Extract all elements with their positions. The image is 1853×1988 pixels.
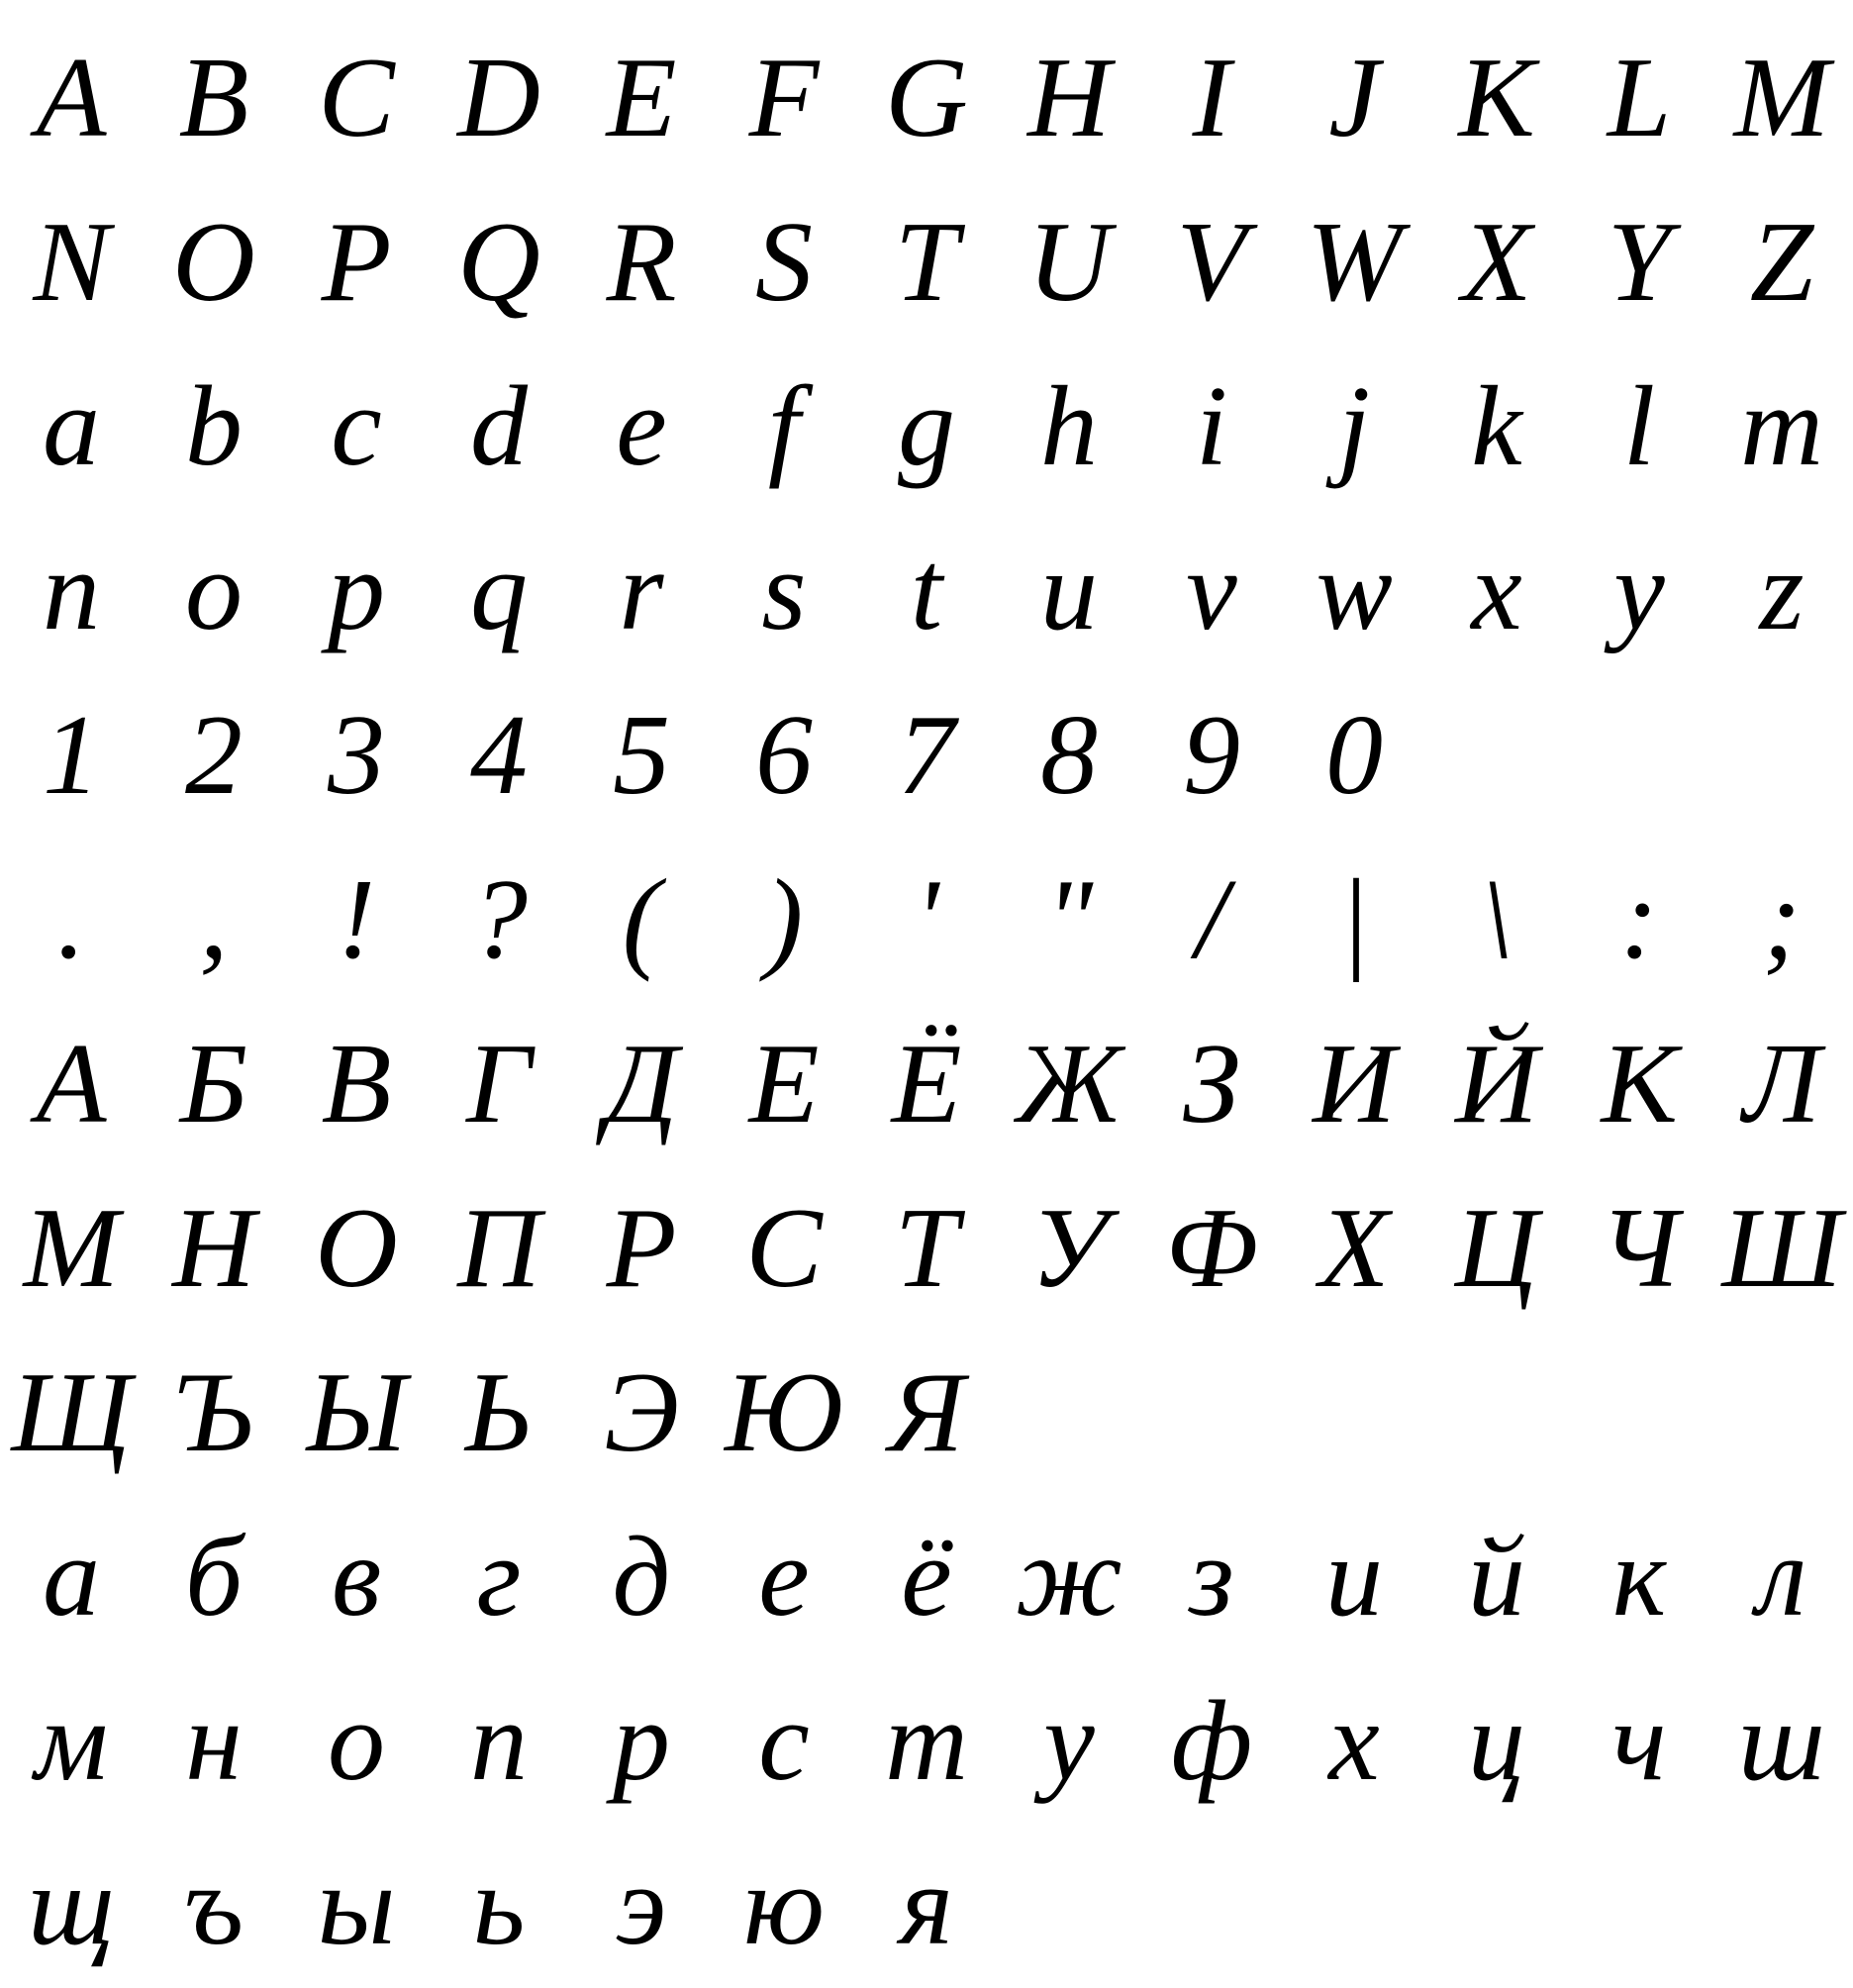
glyph: q	[470, 528, 528, 654]
glyph: ?	[470, 856, 528, 983]
glyph: А	[36, 1021, 107, 1147]
glyph: ;	[1762, 856, 1802, 983]
glyph: ф	[1170, 1678, 1253, 1805]
glyph: у	[1043, 1678, 1095, 1805]
glyph: Б	[179, 1021, 248, 1147]
glyph: а	[43, 1514, 100, 1640]
glyph: ц	[1468, 1678, 1525, 1805]
glyph: Я	[888, 1349, 965, 1476]
glyph: X	[1461, 199, 1532, 326]
glyph: G	[885, 35, 968, 161]
glyph: z	[1759, 528, 1804, 654]
glyph: w	[1316, 528, 1393, 654]
glyph: j	[1337, 363, 1371, 490]
glyph: (	[622, 856, 661, 983]
glyph: O	[172, 199, 255, 326]
glyph-row-latin-uppercase-n-z	[0, 180, 1853, 345]
glyph: )	[764, 856, 804, 983]
glyph: y	[1613, 528, 1665, 654]
glyph: 4	[470, 692, 528, 819]
glyph: u	[1040, 528, 1098, 654]
glyph: F	[748, 35, 820, 161]
glyph: 2	[185, 692, 243, 819]
glyph: Ж	[1016, 1021, 1122, 1147]
glyph: b	[185, 363, 243, 490]
glyph: N	[33, 199, 110, 326]
glyph: I	[1192, 35, 1231, 161]
glyph: "	[1044, 856, 1094, 983]
glyph: Н	[172, 1185, 255, 1312]
glyph: 6	[755, 692, 813, 819]
glyph: И	[1313, 1021, 1396, 1147]
glyph: и	[1325, 1514, 1383, 1640]
glyph-row-punctuation	[0, 838, 1853, 1002]
glyph: 7	[898, 692, 955, 819]
glyph: c	[331, 363, 382, 490]
glyph: м	[34, 1678, 109, 1805]
glyph: k	[1471, 363, 1522, 490]
glyph: ё	[901, 1514, 952, 1640]
glyph: р	[613, 1678, 670, 1805]
glyph: v	[1186, 528, 1237, 654]
glyph: l	[1622, 363, 1656, 490]
glyph: Р	[606, 1185, 677, 1312]
glyph: 0	[1325, 692, 1383, 819]
glyph: Ч	[1600, 1185, 1679, 1312]
glyph-row-cyrillic-uppercase-a-el	[0, 1002, 1853, 1166]
glyph: 5	[613, 692, 670, 819]
glyph: i	[1195, 363, 1228, 490]
glyph: П	[457, 1185, 540, 1312]
glyph: g	[898, 363, 955, 490]
glyph: Ь	[464, 1349, 534, 1476]
glyph: ь	[472, 1842, 526, 1969]
glyph: a	[43, 363, 100, 490]
glyph: e	[616, 363, 667, 490]
glyph: x	[1471, 528, 1522, 654]
glyph: W	[1306, 199, 1403, 326]
glyph: '	[914, 856, 939, 983]
glyph-row-latin-uppercase-a-m	[0, 16, 1853, 180]
glyph-row-digits	[0, 673, 1853, 838]
glyph: P	[321, 199, 392, 326]
glyph: К	[1601, 1021, 1678, 1147]
glyph: d	[470, 363, 528, 490]
glyph: с	[758, 1678, 810, 1805]
glyph: B	[178, 35, 249, 161]
glyph: ш	[1738, 1678, 1825, 1805]
glyph: э	[616, 1842, 667, 1969]
glyph: Ы	[306, 1349, 407, 1476]
glyph: J	[1328, 35, 1380, 161]
glyph: Й	[1455, 1021, 1538, 1147]
glyph: Э	[604, 1349, 679, 1476]
glyph: е	[758, 1514, 810, 1640]
glyph: д	[612, 1514, 671, 1640]
glyph: ж	[1016, 1514, 1122, 1640]
glyph: Ц	[1455, 1185, 1538, 1312]
glyph: m	[1740, 363, 1823, 490]
glyph: О	[315, 1185, 398, 1312]
glyph: Г	[466, 1021, 532, 1147]
glyph: я	[900, 1842, 953, 1969]
glyph: 1	[43, 692, 100, 819]
glyph: s	[761, 528, 807, 654]
glyph: В	[321, 1021, 392, 1147]
glyph: .	[56, 856, 86, 983]
glyph: r	[619, 528, 664, 654]
glyph: /	[1195, 856, 1228, 983]
glyph: к	[1611, 1514, 1667, 1640]
glyph: Л	[1742, 1021, 1821, 1147]
glyph: L	[1607, 35, 1672, 161]
glyph: Ф	[1165, 1185, 1258, 1312]
glyph: H	[1027, 35, 1111, 161]
glyph-row-cyrillic-uppercase-shcha-ya	[0, 1331, 1853, 1495]
glyph-row-latin-lowercase-n-z	[0, 509, 1853, 673]
glyph: !	[337, 856, 376, 983]
glyph: R	[606, 199, 677, 326]
glyph: ы	[317, 1842, 396, 1969]
glyph: o	[185, 528, 243, 654]
glyph: :	[1619, 856, 1659, 983]
glyph: в	[331, 1514, 382, 1640]
glyph: Ш	[1721, 1185, 1842, 1312]
glyph: t	[910, 528, 943, 654]
glyph: D	[457, 35, 540, 161]
glyph: ъ	[183, 1842, 244, 1969]
glyph: 9	[1183, 692, 1240, 819]
glyph-row-cyrillic-lowercase-shcha-ya	[0, 1824, 1853, 1988]
glyph: Е	[748, 1021, 820, 1147]
glyph: \	[1480, 856, 1513, 983]
glyph: й	[1468, 1514, 1525, 1640]
glyph: ,	[199, 856, 229, 983]
glyph: т	[885, 1678, 968, 1805]
glyph: щ	[28, 1842, 115, 1969]
glyph: K	[1458, 35, 1535, 161]
glyph: ю	[743, 1842, 825, 1969]
glyph-row-cyrillic-uppercase-em-sha	[0, 1166, 1853, 1331]
glyph-row-latin-lowercase-a-m	[0, 345, 1853, 509]
glyph: ч	[1611, 1678, 1667, 1805]
glyph: б	[184, 1514, 244, 1640]
glyph: Ъ	[174, 1349, 253, 1476]
glyph: п	[470, 1678, 528, 1805]
glyph: p	[328, 528, 385, 654]
glyph-row-cyrillic-lowercase-a-el	[0, 1495, 1853, 1659]
glyph: Ю	[725, 1349, 843, 1476]
glyph: н	[185, 1678, 243, 1805]
glyph: Y	[1607, 199, 1672, 326]
glyph: З	[1183, 1021, 1240, 1147]
glyph: n	[43, 528, 100, 654]
glyph: M	[1733, 35, 1830, 161]
glyph: A	[36, 35, 107, 161]
glyph: Ё	[891, 1021, 962, 1147]
glyph: T	[894, 199, 959, 326]
glyph: У	[1029, 1185, 1109, 1312]
glyph: г	[476, 1514, 522, 1640]
glyph: h	[1040, 363, 1098, 490]
glyph: C	[318, 35, 395, 161]
glyph: о	[328, 1678, 385, 1805]
glyph: Z	[1749, 199, 1814, 326]
glyph: 8	[1040, 692, 1098, 819]
glyph: Т	[894, 1185, 959, 1312]
glyph: Q	[457, 199, 540, 326]
glyph: Щ	[11, 1349, 132, 1476]
glyph: E	[606, 35, 677, 161]
glyph: М	[23, 1185, 120, 1312]
glyph: 3	[328, 692, 385, 819]
glyph: V	[1176, 199, 1247, 326]
glyph: |	[1338, 856, 1370, 983]
glyph: Х	[1318, 1185, 1390, 1312]
glyph-row-cyrillic-lowercase-em-sha	[0, 1659, 1853, 1824]
glyph: х	[1328, 1678, 1380, 1805]
glyph: з	[1189, 1514, 1234, 1640]
glyph: С	[745, 1185, 823, 1312]
glyph: Д	[605, 1021, 678, 1147]
glyph: U	[1027, 199, 1111, 326]
glyph: S	[755, 199, 813, 326]
glyph: л	[1756, 1514, 1807, 1640]
glyph: f	[767, 363, 801, 490]
